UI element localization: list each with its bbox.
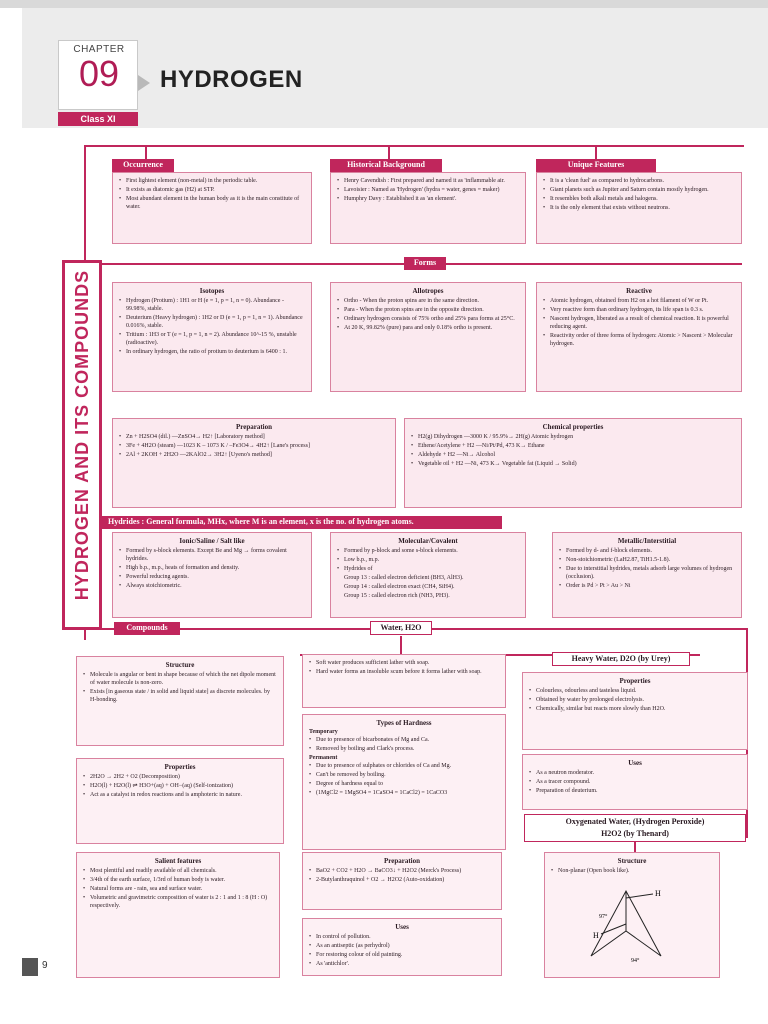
- ionic-box: [112, 532, 312, 618]
- tag-unique: Unique Features: [536, 159, 656, 172]
- tag-h2o2: [524, 814, 746, 842]
- permanent-list: [309, 762, 499, 797]
- list-item: • In control of pollution.: [309, 933, 495, 941]
- list-item: • Volumetric and gravimetric composition of water is 2 : 1 and 1 : 8 (H : O) respectively.: [83, 894, 273, 910]
- ionic-list: [119, 547, 305, 590]
- list-item: • 2Al + 2KOH + 2H2O —2KAlO2→ 3H2↑ [Uyeno's method]: [119, 451, 389, 459]
- molecular-list: [337, 547, 519, 573]
- list-item: • Powerful reducing agents.: [119, 573, 305, 581]
- list-item: • Reactivity order of three forms of hydrogen: Atomic > Nascent > Molecular hydrogen.: [543, 332, 735, 348]
- allotropes-list: [337, 297, 519, 332]
- h2o2-preparation-box: [302, 852, 502, 910]
- list-item: • 2-Butylanthraquinol + O2 → H2O2 (Auto-oxidation): [309, 876, 495, 884]
- h2o2-title: Oxygenated Water, (Hydrogen Peroxide): [565, 817, 705, 826]
- heavy-properties-title: Properties: [619, 677, 651, 685]
- temporary-list: [309, 736, 499, 753]
- tag-hydrides: Hydrides : General formula, MHx, where M is an element, x is the no. of hydrogen atoms.: [102, 516, 502, 529]
- reactive-list: [543, 297, 735, 348]
- connector-line: [634, 842, 636, 852]
- list-item: Group 14 : called electron exact (CH4, SiH4).: [344, 584, 455, 590]
- h2o2-preparation-title: Preparation: [383, 857, 421, 865]
- list-item: • Low b.p., m.p.: [337, 556, 519, 564]
- chemical-properties-title: Chemical properties: [542, 423, 604, 431]
- salient-box: [76, 852, 280, 978]
- soft-hard-box: [302, 654, 506, 708]
- list-item: • Molecule is angular or bent in shape because of which the net dipole moment of water molecule is non-zero.: [83, 671, 277, 687]
- list-item: • 3/4th of the earth surface, 1/3rd of human body is water.: [83, 876, 273, 884]
- page-marker: [22, 958, 38, 976]
- h2o2-preparation-list: [309, 867, 495, 884]
- connector-line: [595, 145, 597, 159]
- page-title: HYDROGEN: [160, 66, 303, 93]
- metallic-title: Metallic/Interstitial: [617, 537, 677, 545]
- heavy-properties-box: [522, 672, 748, 750]
- angle-label-1: 97°: [599, 914, 608, 920]
- connector-line: [84, 630, 86, 640]
- page-number: 9: [42, 960, 48, 971]
- connector-line: [145, 145, 147, 159]
- tag-historical: Historical Background: [330, 159, 442, 172]
- list-item: • At 20 K, 99.82% (pure) para and only 0.18% ortho is present.: [337, 324, 519, 332]
- hardness-title: Types of Hardness: [376, 719, 432, 727]
- tag-water: Water, H2O: [370, 621, 432, 635]
- h2o2-subtitle: H2O2 (by Thenard): [601, 829, 669, 838]
- water-properties-title: Properties: [164, 763, 196, 771]
- list-item: • It resembles both alkali metals and halogens.: [543, 195, 735, 203]
- h2o2-uses-title: Uses: [395, 923, 409, 931]
- h2o2-structure-diagram: [551, 876, 711, 966]
- list-item: • Giant planets such as Jupiter and Saturn contain mostly hydrogen.: [543, 186, 735, 194]
- list-item: • Hydrogen (Protium) : 1H1 or H (e = 1, p = 1, n = 0). Abundance - 99.98%, stable.: [119, 297, 305, 313]
- list-item: • Obtained by water by prolonged electrolysis.: [529, 696, 741, 704]
- list-item: • Due to presence of sulphates or chlorides of Ca and Mg.: [309, 762, 499, 770]
- salient-title: Salient features: [154, 857, 202, 865]
- metallic-box: [552, 532, 742, 618]
- occurrence-list: [119, 177, 305, 211]
- h2o2-structure-box: [544, 852, 720, 978]
- list-item: • 2H2O → 2H2 + O2 (Decomposition): [83, 773, 277, 781]
- list-item: • Preparation of deuterium.: [529, 787, 741, 795]
- list-item: • Vegetable oil + H2 —Ni, 473 K→ Vegetable fat (Liquid → Solid): [411, 460, 735, 468]
- list-item: • Deuterium (Heavy hydrogen) : 1H2 or D (e = 1, p = 1, n = 1). Abundance 0.016%, stable.: [119, 314, 305, 330]
- list-item: • First lightest element (non-metal) in the periodic table.: [119, 177, 305, 185]
- list-item: • It is the only element that exists without neutrons.: [543, 204, 735, 212]
- list-item: • Non-planar (Open book like).: [551, 867, 713, 875]
- list-item: • Nascent hydrogen, liberated as a result of chemical reaction. It is powerful reducing agent.: [543, 315, 735, 331]
- list-item: • As a tracer compound.: [529, 778, 741, 786]
- allotropes-title: Allotropes: [412, 287, 444, 295]
- list-item: • Due to presence of bicarbonates of Mg and Ca.: [309, 736, 499, 744]
- connector-line: [84, 628, 114, 630]
- o-h-bond-top: [626, 894, 653, 898]
- list-item: • Degree of hardness equal to: [309, 780, 499, 788]
- occurrence-box: [112, 172, 312, 244]
- list-item: • Very reactive form than ordinary hydrogen, its life span is 0.3 s.: [543, 306, 735, 314]
- isotopes-box: [112, 282, 312, 392]
- list-item: • Order is Pd > Pt > Au > Ni: [559, 582, 735, 590]
- historical-list: [337, 177, 519, 203]
- top-strip: [0, 0, 768, 8]
- connector-line: [388, 145, 390, 159]
- historical-box: [330, 172, 526, 244]
- list-item: • Exists [in gaseous state / in solid and liquid state] as discrete molecules. by H-bonding.: [83, 688, 277, 704]
- tag-compounds: Compounds: [114, 622, 180, 635]
- molecular-box: [330, 532, 526, 618]
- list-item: • Natural forms are - rain, sea and surface water.: [83, 885, 273, 893]
- list-item: • In ordinary hydrogen, the ratio of protium to deuterium is 6400 : 1.: [119, 348, 305, 356]
- list-item: • Formed by p-block and some s-block elements.: [337, 547, 519, 555]
- chapter-label: CHAPTER: [73, 44, 125, 55]
- h2o2-structure-list: [551, 867, 713, 875]
- tag-heavy-water: Heavy Water, D2O (by Urey): [552, 652, 690, 666]
- connector-line: [400, 636, 402, 654]
- list-item: • Act as a catalyst in redox reactions and is amphoteric in nature.: [83, 791, 277, 799]
- unique-list: [543, 177, 735, 212]
- sidebar-title: HYDROGEN AND ITS COMPOUNDS: [72, 269, 92, 601]
- list-item: • Always stoichiometric.: [119, 582, 305, 590]
- list-item: • Chemically, similar but reacts more slowly than H2O.: [529, 705, 741, 713]
- unique-box: [536, 172, 742, 244]
- isotopes-list: [119, 297, 305, 356]
- list-item: • 3Fe + 4H2O (steam) —1023 K – 1073 K / –Fe3O4→ 4H2↑ [Lane's process]: [119, 442, 389, 450]
- hardness-box: [302, 714, 506, 850]
- connector-line: [84, 145, 86, 260]
- class-badge: Class XI: [58, 112, 138, 126]
- list-item: • Lavoisier : Named as 'Hydrogen' (hydra = water, genes = maker): [337, 186, 519, 194]
- list-item: • Colourless, odourless and tasteless liquid.: [529, 687, 741, 695]
- structure-box: [76, 656, 284, 746]
- preparation-title: Preparation: [235, 423, 273, 431]
- hydrogen-label-top: H: [655, 889, 661, 898]
- preparation-box: [112, 418, 396, 508]
- h2o2-uses-box: [302, 918, 502, 976]
- connector-line: [432, 628, 748, 630]
- list-item: • It is a 'clean fuel' as compared to hydrocarbons.: [543, 177, 735, 185]
- list-item: • Removed by boiling and Clark's process.: [309, 745, 499, 753]
- water-properties-box: [76, 758, 284, 844]
- heavy-uses-title: Uses: [628, 759, 642, 767]
- tag-forms: Forms: [404, 257, 446, 270]
- heavy-uses-box: [522, 754, 748, 810]
- structure-list: [83, 671, 277, 704]
- list-item: • Most abundant element in the human body as it is the main constitute of water.: [119, 195, 305, 211]
- chemical-properties-list: [411, 433, 735, 468]
- structure-title: Structure: [165, 661, 195, 669]
- list-item: • Ortho - When the proton spins are in the same direction.: [337, 297, 519, 305]
- preparation-list: [119, 433, 389, 459]
- heavy-uses-list: [529, 769, 741, 795]
- list-item: • Hard water forms an insoluble scum before it forms lather with soap.: [309, 668, 499, 676]
- list-item: • Atomic hydrogen, obtained from H2 on a hot filament of W or Pt.: [543, 297, 735, 305]
- h2o2-uses-list: [309, 933, 495, 968]
- list-item: • Henry Cavendish : First prepared and named it as 'inflammable air.: [337, 177, 519, 185]
- list-item: • H2(g) Dihydrogen —3000 K / 95.9%→ 2H(g) Atomic hydrogen: [411, 433, 735, 441]
- list-item: • Ordinary hydrogen consists of 75% ortho and 25% para forms at 25°C.: [337, 315, 519, 323]
- connector-line: [180, 628, 370, 630]
- soft-hard-list: [309, 659, 499, 676]
- list-item: • For restoring colour of old painting.: [309, 951, 495, 959]
- list-item: • (1MgCl2 = 1MgSO4 = 1CaSO4 = 1CaCl2) = 1CaCO3: [309, 789, 499, 797]
- molecular-groups: [337, 574, 519, 600]
- list-item: • Zn + H2SO4 (dil.) —ZnSO4→ H2↑ [Laboratory method]: [119, 433, 389, 441]
- list-item: Group 15 : called electron rich (NH3, PH3).: [344, 593, 450, 599]
- permanent-label: Permanent: [309, 755, 338, 761]
- chemical-properties-box: [404, 418, 742, 508]
- chapter-arrow-icon: [138, 75, 150, 91]
- metallic-list: [559, 547, 735, 590]
- list-item: • Soft water produces sufficient lather with soap.: [309, 659, 499, 667]
- list-item: • High b.p., m.p., heats of formation and density.: [119, 564, 305, 572]
- hydrogen-label-bottom: H: [593, 931, 599, 940]
- list-item: • H2O(l) + H2O(l) ⇌ H3O+(aq) + OH−(aq) (Self-ionization): [83, 782, 277, 790]
- list-item: Group 13 : called electron deficient (BH3, AlH3).: [344, 575, 464, 581]
- heavy-properties-list: [529, 687, 741, 713]
- temporary-label: Temporary: [309, 729, 338, 735]
- water-properties-list: [83, 773, 277, 799]
- list-item: • Most plentiful and readily available of all chemicals.: [83, 867, 273, 875]
- h2o2-structure-title: Structure: [617, 857, 647, 865]
- list-item: • Aldehyde + H2 —Ni→ Alcohol: [411, 451, 735, 459]
- list-item: • BaO2 + CO2 + H2O → BaCO3↓ + H2O2 (Merck's Process): [309, 867, 495, 875]
- isotopes-title: Isotopes: [199, 287, 225, 295]
- list-item: • Can't be removed by boiling.: [309, 771, 499, 779]
- list-item: • Ethene/Acetylene + H2 —Ni/Pt/Pd, 473 K→ Ethane: [411, 442, 735, 450]
- list-item: • Formed by s-block elements. Except Be and Mg → forms covalent hydrides.: [119, 547, 305, 563]
- reactive-title: Reactive: [626, 287, 652, 295]
- list-item: • Tritium : 1H3 or T (e = 1, p = 1, n = 2). Abundance 10^-15 %, unstable (radioactive).: [119, 331, 305, 347]
- list-item: • It exists as diatomic gas (H2) at STP.: [119, 186, 305, 194]
- o-h-bond-bottom: [601, 924, 626, 934]
- ionic-title: Ionic/Saline / Salt like: [179, 537, 245, 545]
- allotropes-box: [330, 282, 526, 392]
- molecular-title: Molecular/Covalent: [398, 537, 458, 545]
- list-item: • Para - When the proton spins are in the opposite direction.: [337, 306, 519, 314]
- list-item: • As a neutron moderator.: [529, 769, 741, 777]
- list-item: • Formed by d- and f-block elements.: [559, 547, 735, 555]
- list-item: • Due to interstitial hydrides, metals adsorb large volumes of hydrogen (occlusion).: [559, 565, 735, 581]
- salient-list: [83, 867, 273, 910]
- reactive-box: [536, 282, 742, 392]
- list-item: • Humphry Davy : Established it as 'an element'.: [337, 195, 519, 203]
- list-item: • Non-stoichiometric (LaH2.87, TiH1.5-1.8).: [559, 556, 735, 564]
- tag-occurrence: Occurrence: [112, 159, 174, 172]
- list-item: • As an antiseptic (as perhydrol): [309, 942, 495, 950]
- chapter-number: 09: [78, 53, 120, 94]
- angle-label-2: 94°: [631, 958, 640, 964]
- list-item: • As 'antichlor'.: [309, 960, 495, 968]
- connector-line: [84, 145, 744, 147]
- list-item: • Hydrides of: [337, 565, 519, 573]
